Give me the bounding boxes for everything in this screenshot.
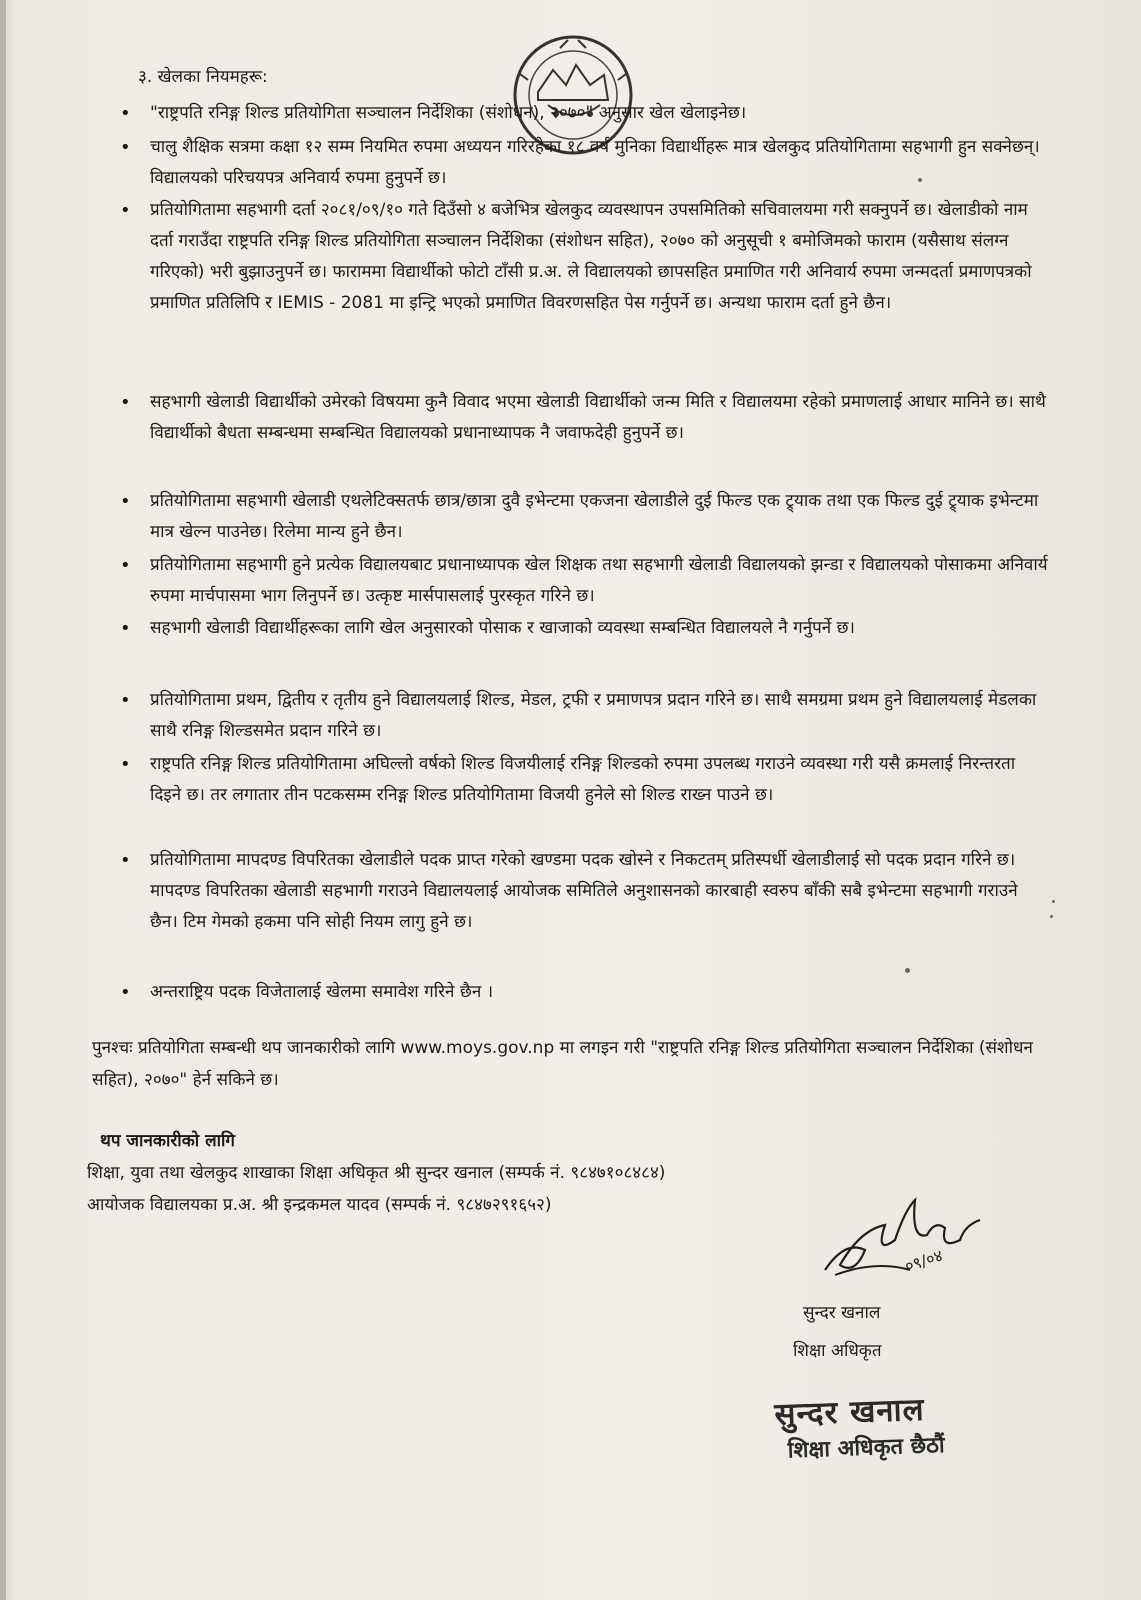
rule-item xyxy=(120,845,1048,938)
rule-item xyxy=(120,195,1048,319)
rule-text: सहभागी खेलाडी विद्यार्थीको उमेरको विषयमा कुनै विवाद भएमा खेलाडी विद्यार्थीको जन्म मिति र विद्यालयमा रहेको प्रमाणलाई आधार मानिने छ। साथै विद्यार्थीको बैधता सम्बन्धमा सम्बन्धित विद्यालयको प्रधानाध्यापक नै जवाफदेही हुनुपर्ने छ। xyxy=(150,392,1046,443)
signatory-name: सुन्दर खनाल xyxy=(803,1303,881,1323)
rule-text: प्रतियोगितामा सहभागी खेलाडी एथलेटिक्सतर्फ छात्र/छात्रा दुवै इभेन्टमा एकजना खेलाडीले दुई फिल्ड एक ट्र्याक तथा एक फिल्ड दुई ट्र्याक इभेन्टमा मात्र खेल्न पाउनेछ। रिलेमा मान्य हुने छैन। xyxy=(150,491,1039,542)
rule-item xyxy=(120,685,1048,747)
name-stamp xyxy=(774,1387,945,1465)
rule-text: अन्तराष्ट्रिय पदक विजेतालाई खेलमा समावेश गरिने छैन । xyxy=(150,982,494,1002)
bullet-icon: • xyxy=(120,200,131,221)
rule-text: सहभागी खेलाडी विद्यार्थीहरूका लागि खेल अनुसारको पोसाक र खाजाको व्यवस्था सम्बन्धित विद्यालयले नै गर्नुपर्ने छ। xyxy=(150,618,855,638)
rule-text: प्रतियोगितामा सहभागी हुने प्रत्येक विद्यालयबाट प्रधानाध्यापक खेल शिक्षक तथा सहभागी खेलाडी विद्यालयको झन्डा र विद्यालयको पोसाकमा अनिवार्य रुपमा मार्चपासमा भाग लिनुपर्ने छ। उत्कृष्ट मार्सपासलाई पुरस्कृत गरिने छ। xyxy=(150,555,1048,606)
bullet-icon: • xyxy=(120,618,131,639)
bullet-icon: • xyxy=(120,754,131,775)
contact-title: थप जानकारीको लागि xyxy=(100,1131,235,1151)
rule-text: प्रतियोगितामा प्रथम, द्वितीय र तृतीय हुने विद्यालयलाई शिल्ड, मेडल, ट्रफी र प्रमाणपत्र प्रदान गरिने छ। साथै समग्रमा प्रथम हुने विद्यालयलाई मेडलका साथै रनिङ्ग शिल्डसमेत प्रदान गरिने छ। xyxy=(150,690,1037,741)
postscript: पुनश्चः प्रतियोगिता सम्बन्धी थप जानकारीको लागि www.moys.gov.np मा लगइन गरी "राष्ट्रपति रनिङ्ग शिल्ड प्रतियोगिता सञ्चालन निर्देशिका (संशोधन सहित), २०७०" हेर्न सकिने छ। xyxy=(92,1038,1033,1090)
bullet-icon: • xyxy=(120,690,131,711)
rule-item xyxy=(120,98,1048,129)
rule-text: राष्ट्रपति रनिङ्ग शिल्ड प्रतियोगितामा अघिल्लो वर्षको शिल्ड विजयीलाई रनिङ्ग शिल्डको रुपमा उपलब्ध गराउने व्यवस्था गरी यसै क्रमलाई निरन्तरता दिइने छ। तर लगातार तीन पटकसम्म रनिङ्ग शिल्ड प्रतियोगितामा विजयी हुनेले सो शिल्ड राख्न पाउने छ। xyxy=(150,754,1016,805)
rule-item xyxy=(120,387,1048,449)
rule-text: प्रतियोगितामा मापदण्ड विपरितका खेलाडीले पदक प्राप्त गरेको खण्डमा पदक खोस्ने र निकटतम् प्रतिस्पर्धी खेलाडीलाई सो पदक प्रदान गरिने छ। मापदण्ड विपरितका खेलाडी सहभागी गराउने विद्यालयलाई आयोजक समितिले अनुशासनको कारबाही स्वरुप बाँकी सबै इभेन्टमा सहभागी गराउने छैन। टिम गेमको हकमा पनि सोही नियम लागु हुने छ। xyxy=(150,850,1018,932)
bullet-icon: • xyxy=(120,392,131,413)
stamp-title: शिक्षा अधिकृत छैठौं xyxy=(787,1432,945,1464)
contact-line: आयोजक विद्यालयका प्र.अ. श्री इन्द्रकमल यादव (सम्पर्क नं. ९८४७२९१६५२) xyxy=(87,1195,552,1215)
speck xyxy=(1052,900,1055,903)
speck xyxy=(1050,915,1053,918)
contact-line: शिक्षा, युवा तथा खेलकुद शाखाका शिक्षा अधिकृत श्री सुन्दर खनाल (सम्पर्क नं. ९८४७१०८४८४) xyxy=(87,1163,666,1183)
signatory-title: शिक्षा अधिकृत xyxy=(793,1341,882,1361)
rule-item xyxy=(120,749,1048,811)
rule-item xyxy=(120,132,1048,194)
handwritten-signature-icon xyxy=(815,1180,995,1290)
bullet-icon: • xyxy=(120,555,131,576)
bullet-icon: • xyxy=(120,982,131,1003)
bullet-icon: • xyxy=(120,137,131,158)
bullet-icon: • xyxy=(120,103,131,124)
svg-text:०९/०४: ०९/०४ xyxy=(902,1245,946,1276)
scan-edge xyxy=(0,0,6,1600)
rule-item xyxy=(120,613,1048,644)
rule-item xyxy=(120,977,1048,1008)
rule-item xyxy=(120,550,1048,612)
stamp-name: सुन्दर खनाल xyxy=(773,1391,926,1433)
bullet-icon: • xyxy=(120,491,131,512)
rule-text: प्रतियोगितामा सहभागी दर्ता २०८१/०९/१० गते दिउँसो ४ बजेभित्र खेलकुद व्यवस्थापन उपसमितिको सचिवालयमा गरी सक्नुपर्ने छ। खेलाडीको नाम दर्ता गराउँदा राष्ट्रपति रनिङ्ग शिल्ड प्रतियोगिता सञ्चालन निर्देशिका (संशोधन सहित), २०७० को अनुसूची १ बमोजिमको फाराम (यसैसाथ संलग्न गरिएको) भरी बुझाउनुपर्ने छ। फाराममा विद्यार्थीको फोटो टाँसी प्र.अ. ले विद्यालयको छापसहित प्रमाणित गरी अनिवार्य रुपमा जन्मदर्ता प्रमाणपत्रको प्रमाणित प्रतिलिपि र IEMIS - 2081 मा इन्ट्रि भएको प्रमाणित विवरणसहित पेस गर्नुपर्ने छ। अन्यथा फाराम दर्ता हुने छैन। xyxy=(150,200,1032,313)
speck xyxy=(918,178,922,182)
section-heading: ३. खेलका नियमहरू: xyxy=(138,67,268,87)
speck xyxy=(905,968,910,973)
rule-item xyxy=(120,486,1048,548)
rule-text: चालु शैक्षिक सत्रमा कक्षा १२ सम्म नियमित रुपमा अध्ययन गरिरहेका १८ वर्ष मुनिका विद्यार्थीहरू मात्र खेलकुद प्रतियोगितामा सहभागी हुन सक्नेछन्। विद्यालयको परिचयपत्र अनिवार्य रुपमा हुनुपर्ने छ। xyxy=(150,137,1040,188)
bullet-icon: • xyxy=(120,850,131,871)
rule-text: "राष्ट्रपति रनिङ्ग शिल्ड प्रतियोगिता सञ्चालन निर्देशिका (संशोधन), २०७०" अनुसार खेल खेलाइनेछ। xyxy=(150,103,747,123)
